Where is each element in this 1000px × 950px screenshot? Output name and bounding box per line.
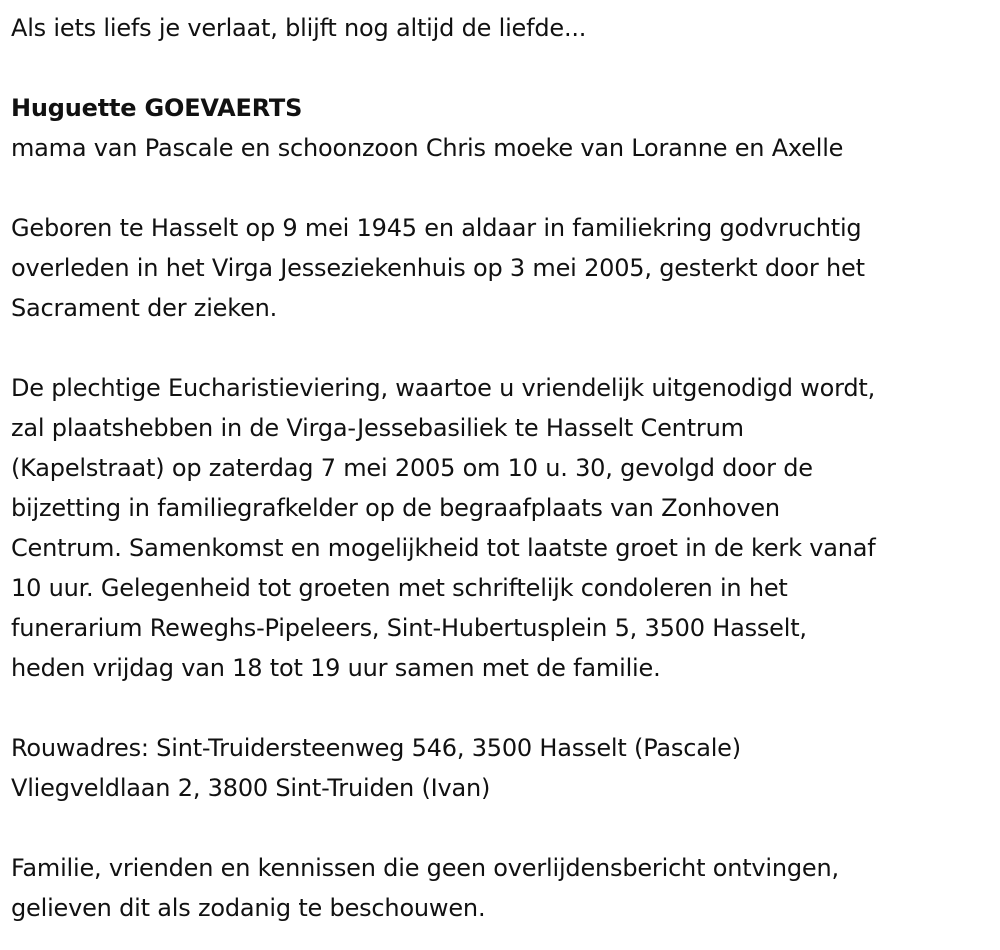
text-line: Centrum. Samenkomst en mogelijkheid tot laatste groet in de kerk vanaf [11,534,876,562]
address-paragraph [11,728,996,808]
text-line: heden vrijdag van 18 tot 19 uur samen met de familie. [11,654,661,682]
text-line: Familie, vrienden en kennissen die geen overlijdensbericht ontvingen, [11,854,839,882]
spacer [11,168,996,208]
text-line: De plechtige Eucharistieviering, waartoe u vriendelijk uitgenodigd wordt, [11,374,876,402]
service-paragraph [11,368,996,688]
closing-paragraph [11,848,996,928]
death-notice [11,8,996,928]
text-line: Sacrament der zieken. [11,294,278,322]
text-line: Vliegveldlaan 2, 3800 Sint-Truiden (Ivan) [11,774,491,802]
text-line: Rouwadres: Sint-Truidersteenweg 546, 3500 Hasselt (Pascale) [11,734,741,762]
motto-line: Als iets liefs je verlaat, blijft nog altijd de liefde... [11,14,587,42]
birth-paragraph [11,208,996,328]
text-line: funerarium Reweghs-Pipeleers, Sint-Hubertusplein 5, 3500 Hasselt, [11,614,807,642]
deceased-name: Huguette GOEVAERTS [11,94,303,122]
text-line: Geboren te Hasselt op 9 mei 1945 en aldaar in familiekring godvruchtig [11,214,862,242]
spacer [11,688,996,728]
spacer [11,808,996,848]
spacer [11,328,996,368]
text-line: (Kapelstraat) op zaterdag 7 mei 2005 om 10 u. 30, gevolgd door de [11,454,813,482]
text-line: 10 uur. Gelegenheid tot groeten met schriftelijk condoleren in het [11,574,788,602]
text-line: overleden in het Virga Jesseziekenhuis op 3 mei 2005, gesterkt door het [11,254,865,282]
spacer [11,48,996,88]
text-line: gelieven dit als zodanig te beschouwen. [11,894,486,922]
text-line: zal plaatshebben in de Virga-Jessebasiliek te Hasselt Centrum [11,414,744,442]
text-line: bijzetting in familiegrafkelder op de begraafplaats van Zonhoven [11,494,780,522]
relations-line: mama van Pascale en schoonzoon Chris moeke van Loranne en Axelle [11,134,844,162]
